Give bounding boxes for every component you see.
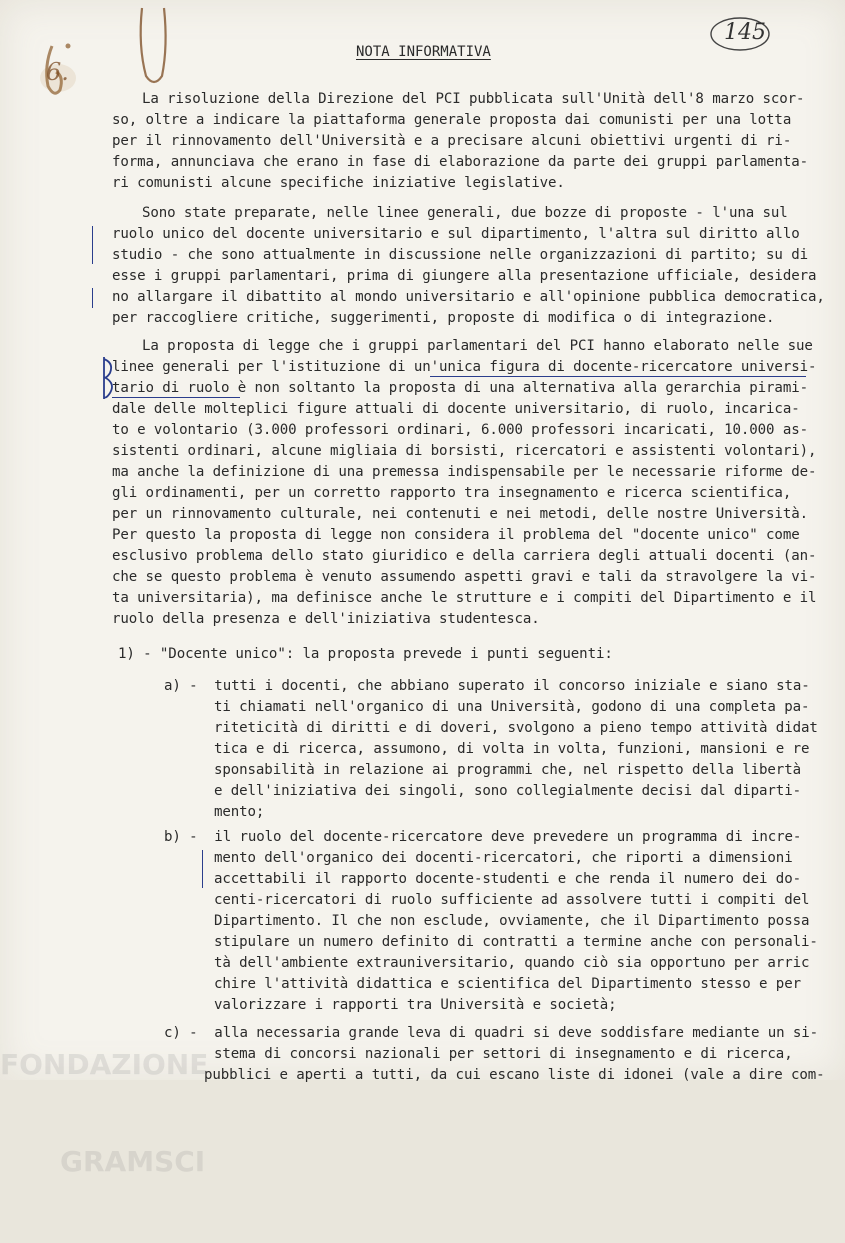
text-line: ri comunisti alcune specifiche iniziative legislative. — [112, 175, 565, 191]
margin-mark — [92, 226, 93, 264]
text-line: so, oltre a indicare la piattaforma generale proposta dai comunisti per una lotta — [112, 112, 792, 128]
text-line: mento; — [214, 804, 265, 820]
text-line: studio - che sono attualmente in discussione nelle organizzazioni di partito; su di — [112, 247, 808, 263]
watermark: FONDAZIONE GRAMSCI — [0, 1048, 209, 1178]
text-line: La risoluzione della Direzione del PCI pubblicata sull'Unità dell'8 marzo scor- — [142, 91, 805, 107]
text-line: stema di concorsi nazionali per settori di insegnamento e di ricerca, — [214, 1046, 793, 1062]
text-line: tà dell'ambiente extrauniversitario, quando ciò sia opportuno per arric — [214, 955, 810, 971]
handwritten-underline — [112, 397, 240, 398]
text-line: no allargare il dibattito al mondo universitario e all'opinione pubblica democratica, — [112, 289, 825, 305]
text-line: chire l'attività didattica e scientifica del Dipartimento stesso e per — [214, 976, 801, 992]
document-title: NOTA INFORMATIVA — [356, 44, 491, 60]
text-line: linee generali per l'istituzione di un'unica figura di docente-ricercatore universi- — [112, 359, 817, 375]
text-line: valorizzare i rapporti tra Università e società; — [214, 997, 617, 1013]
text-line: La proposta di legge che i gruppi parlamentari del PCI hanno elaborato nelle sue — [142, 338, 813, 354]
page-number-text: 145 — [724, 20, 766, 45]
margin-mark — [92, 288, 93, 308]
text-line: ruolo della presenza e dell'iniziativa studentesca. — [112, 611, 540, 627]
text-line: dale delle molteplici figure attuali di docente universitario, di ruolo, incarica- — [112, 401, 800, 417]
text-line: stipulare un numero definito di contratti a termine anche con personali- — [214, 934, 818, 950]
text-line: sponsabilità in relazione ai programmi che, nel rispetto della libertà — [214, 762, 801, 778]
page-number-annotation — [708, 14, 772, 54]
text-line: esclusivo problema dello stato giuridico e della carriera degli attuali docenti (an- — [112, 548, 817, 564]
section-heading: 1) - "Docente unico": la proposta prevede i punti seguenti: — [118, 646, 613, 662]
text-line: riteticità di diritti e di doveri, svolgono a pieno tempo attività didat — [214, 720, 818, 736]
text-line: pubblici e aperti a tutti, da cui escano liste di idonei (vale a dire com- — [204, 1067, 825, 1083]
text-line: tica e di ricerca, assumono, di volta in volta, funzioni, mansioni e re — [214, 741, 810, 757]
text-line: e dell'iniziativa dei singoli, sono collegialmente decisi dal diparti- — [214, 783, 801, 799]
text-line: centi-ricercatori di ruolo sufficiente ad assolvere tutti i compiti del — [214, 892, 810, 908]
margin-mark — [202, 850, 203, 888]
text-line: tario di ruolo è non soltanto la proposta di una alternativa alla gerarchia pirami- — [112, 380, 808, 396]
text-line: ruolo unico del docente universitario e sul dipartimento, l'altra sul diritto allo — [112, 226, 800, 242]
text-line: Dipartimento. Il che non esclude, ovviamente, che il Dipartimento possa — [214, 913, 810, 929]
text-line: esse i gruppi parlamentari, prima di giungere alla presentazione ufficiale, desidera — [112, 268, 817, 284]
text-line: Per questo la proposta di legge non considera il problema del "docente unico" come — [112, 527, 800, 543]
text-line: per raccogliere critiche, suggerimenti, proposte di modifica o di integrazione. — [112, 310, 775, 326]
text-line: mento dell'organico dei docenti-ricercatori, che riporti a dimensioni — [214, 850, 793, 866]
corner-annotation-text: 6. — [46, 58, 69, 86]
text-line: ti chiamati nell'organico di una Università, godono di una completa pa- — [214, 699, 810, 715]
handwritten-underline — [430, 376, 806, 377]
text-line: to e volontario (3.000 professori ordinari, 6.000 professori incaricati, 10.000 as- — [112, 422, 808, 438]
text-line: sistenti ordinari, alcune migliaia di borsisti, ricercatori e assistenti volontari), — [112, 443, 817, 459]
list-item-marker: a) - tutti i docenti, che abbiano superato il concorso iniziale e siano sta- — [164, 678, 810, 694]
text-line: per il rinnovamento dell'Università e a precisare alcuni obiettivi urgenti di ri- — [112, 133, 792, 149]
list-item-marker: c) - alla necessaria grande leva di quadri si deve soddisfare mediante un si- — [164, 1025, 819, 1041]
text-line: forma, annunciava che erano in fase di elaborazione da parte dei gruppi parlamenta- — [112, 154, 808, 170]
text-line: ta universitaria), ma definisce anche le strutture e i compiti del Dipartimento e il — [112, 590, 817, 606]
text-line: gli ordinamenti, per un corretto rapporto tra insegnamento e ricerca scientifica, — [112, 485, 792, 501]
text-line: per un rinnovamento culturale, nei contenuti e nei metodi, delle nostre Università. — [112, 506, 808, 522]
text-line: che se questo problema è venuto assumendo aspetti gravi e tali da stravolgere la vi- — [112, 569, 817, 585]
text-line: ma anche la definizione di una premessa indispensabile per le necessarie riforme de- — [112, 464, 817, 480]
list-item-marker: b) - il ruolo del docente-ricercatore deve prevedere un programma di incre- — [164, 829, 802, 845]
margin-bracket-mark — [90, 355, 118, 403]
text-line: Sono state preparate, nelle linee generali, due bozze di proposte - l'una sul — [142, 205, 788, 221]
text-line: accettabili il rapporto docente-studenti e che renda il numero dei do- — [214, 871, 801, 887]
